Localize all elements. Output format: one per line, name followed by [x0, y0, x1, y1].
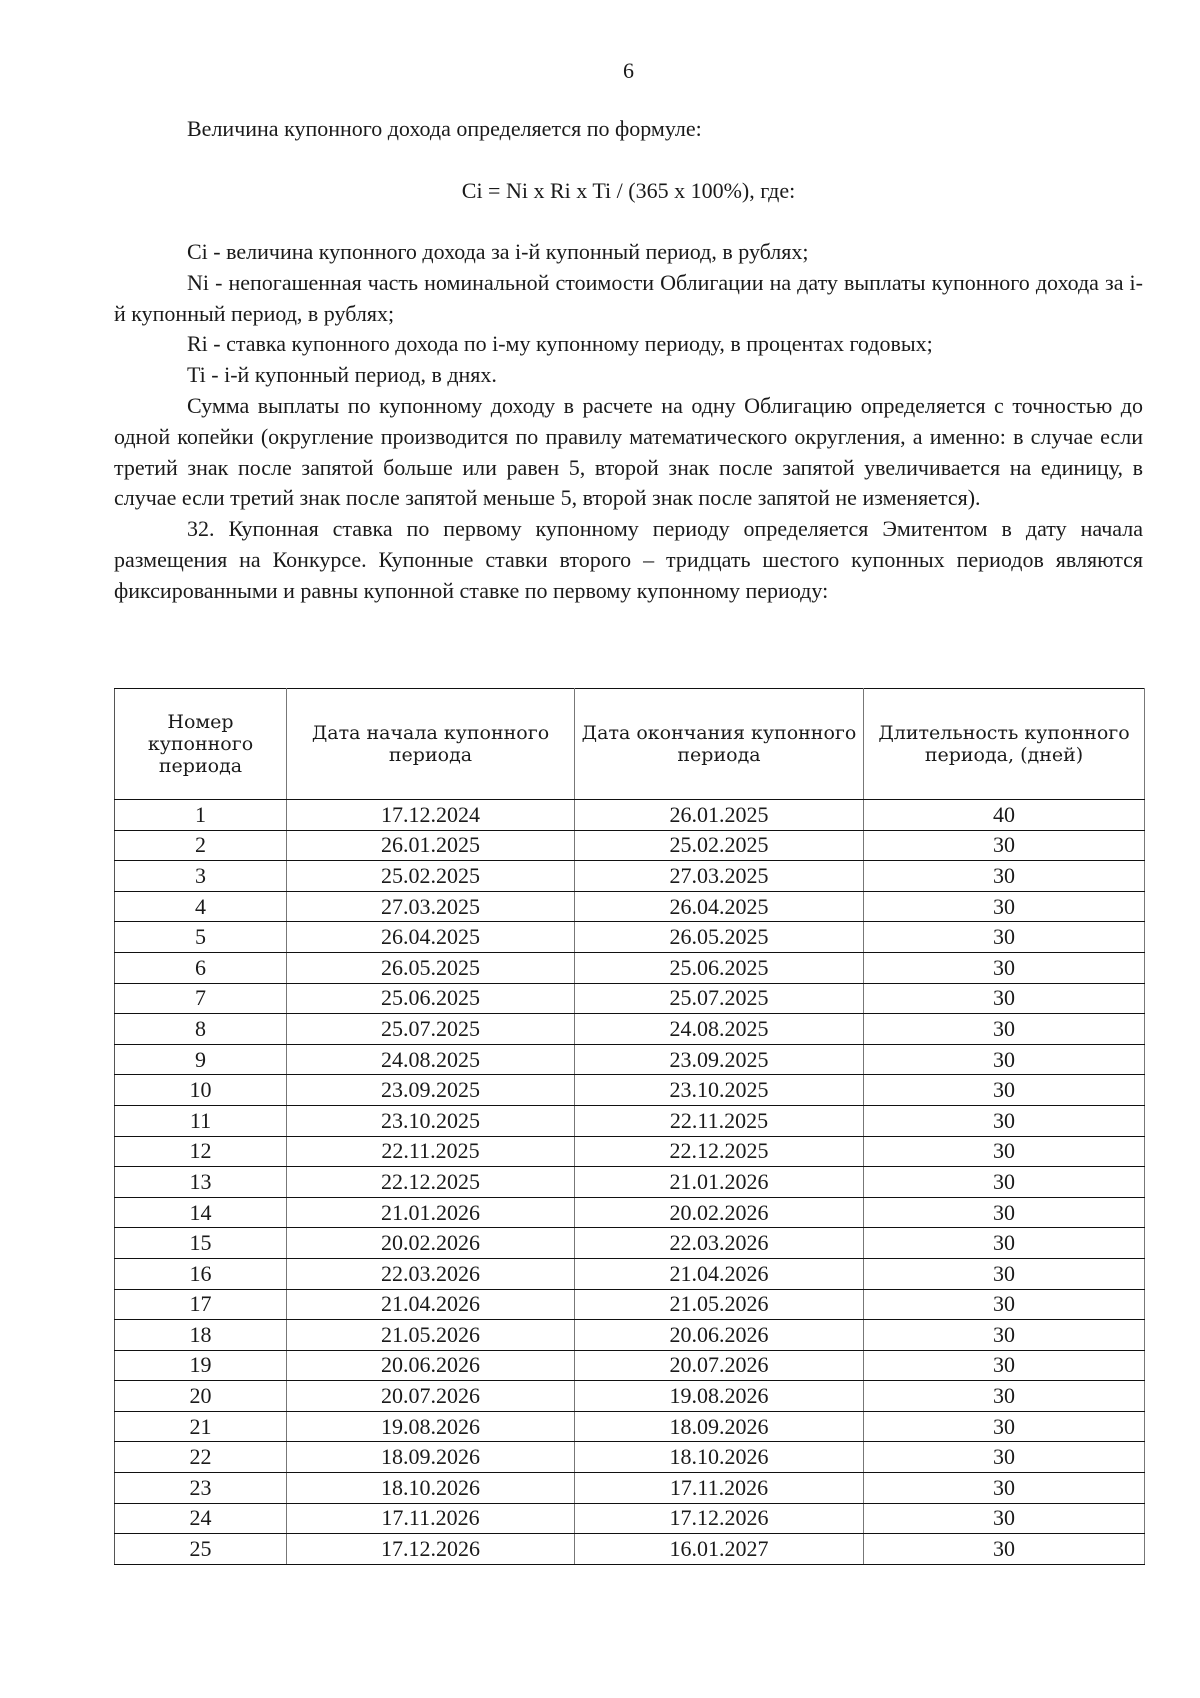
table-row: [115, 952, 1145, 983]
cell-end-date: 17.12.2026: [575, 1503, 864, 1534]
cell-duration: 30: [864, 1167, 1145, 1198]
cell-duration: 30: [864, 1075, 1145, 1106]
intro-paragraph: Величина купонного дохода определяется по формуле:: [187, 116, 702, 141]
cell-duration: 30: [864, 1289, 1145, 1320]
table-row: [115, 1350, 1145, 1381]
table-row: [115, 1534, 1145, 1565]
cell-end-date: 20.06.2026: [575, 1320, 864, 1351]
cell-start-date: 26.05.2025: [287, 952, 575, 983]
definitions-block: [114, 237, 1143, 607]
table-row: [115, 830, 1145, 861]
cell-end-date: 26.04.2025: [575, 891, 864, 922]
cell-end-date: 20.02.2026: [575, 1197, 864, 1228]
cell-start-date: 22.12.2025: [287, 1167, 575, 1198]
table-row: [115, 1014, 1145, 1045]
cell-period-number: 5: [115, 922, 287, 953]
page-number: 6: [623, 58, 634, 83]
cell-start-date: 18.09.2026: [287, 1442, 575, 1473]
cell-duration: 30: [864, 861, 1145, 892]
cell-period-number: 14: [115, 1197, 287, 1228]
definition-ti: Ti - i-й купонный период, в днях.: [187, 362, 497, 388]
cell-duration: 30: [864, 1320, 1145, 1351]
table-row: [115, 983, 1145, 1014]
cell-period-number: 19: [115, 1350, 287, 1381]
cell-period-number: 25: [115, 1534, 287, 1565]
cell-period-number: 10: [115, 1075, 287, 1106]
cell-period-number: 17: [115, 1289, 287, 1320]
cell-duration: 30: [864, 1014, 1145, 1045]
cell-start-date: 21.01.2026: [287, 1197, 575, 1228]
cell-period-number: 1: [115, 800, 287, 831]
cell-period-number: 21: [115, 1411, 287, 1442]
cell-end-date: 26.01.2025: [575, 800, 864, 831]
clause-32-paragraph: 32. Купонная ставка по первому купонному периоду определяется Эмитентом в дату начала размещения на Конкурсе. Купонные ставки второго – тридцать шестого купонных периодов являются фиксированными и равны купонной ставке по первому купонному периоду:: [114, 516, 1143, 603]
cell-duration: 30: [864, 983, 1145, 1014]
cell-start-date: 20.06.2026: [287, 1350, 575, 1381]
cell-end-date: 16.01.2027: [575, 1534, 864, 1565]
cell-end-date: 23.09.2025: [575, 1044, 864, 1075]
cell-period-number: 15: [115, 1228, 287, 1259]
definition-ci: Ci - величина купонного дохода за i-й купонный период, в рублях;: [187, 239, 809, 264]
definition-ri: Ri - ставка купонного дохода по i-му купонному периоду, в процентах годовых;: [187, 331, 933, 357]
cell-start-date: 22.11.2025: [287, 1136, 575, 1167]
table-row: [115, 1258, 1145, 1289]
table-row: [115, 800, 1145, 831]
cell-end-date: 17.11.2026: [575, 1473, 864, 1504]
cell-end-date: 20.07.2026: [575, 1350, 864, 1381]
cell-start-date: 26.01.2025: [287, 830, 575, 861]
coupon-formula: Ci = Ni x Ri x Ti / (365 x 100%), где:: [461, 178, 796, 203]
cell-duration: 30: [864, 1197, 1145, 1228]
cell-period-number: 11: [115, 1105, 287, 1136]
cell-end-date: 21.05.2026: [575, 1289, 864, 1320]
table-row: [115, 1167, 1145, 1198]
cell-duration: 30: [864, 952, 1145, 983]
cell-start-date: 20.07.2026: [287, 1381, 575, 1412]
cell-end-date: 25.07.2025: [575, 983, 864, 1014]
table-row: [115, 891, 1145, 922]
cell-start-date: 18.10.2026: [287, 1473, 575, 1504]
cell-period-number: 13: [115, 1167, 287, 1198]
table-row: [115, 1105, 1145, 1136]
cell-end-date: 22.12.2025: [575, 1136, 864, 1167]
coupon-periods-table: [114, 688, 1145, 1565]
cell-period-number: 16: [115, 1258, 287, 1289]
table-body: [115, 800, 1145, 1565]
header-period-number: Номер купонного периода: [115, 689, 287, 800]
cell-period-number: 3: [115, 861, 287, 892]
cell-start-date: 20.02.2026: [287, 1228, 575, 1259]
cell-start-date: 25.06.2025: [287, 983, 575, 1014]
table-row: [115, 1442, 1145, 1473]
table-row: [115, 1197, 1145, 1228]
cell-duration: 30: [864, 1473, 1145, 1504]
table-row: [115, 1411, 1145, 1442]
cell-period-number: 7: [115, 983, 287, 1014]
definition-ni: Ni - непогашенная часть номинальной стоимости Облигации на дату выплаты купонного дохода за i-й купонный период, в рублях;: [114, 269, 1143, 326]
cell-end-date: 22.11.2025: [575, 1105, 864, 1136]
table-row: [115, 1503, 1145, 1534]
cell-duration: 30: [864, 1350, 1145, 1381]
table-row: [115, 1075, 1145, 1106]
table-row: [115, 861, 1145, 892]
cell-duration: 30: [864, 1258, 1145, 1289]
cell-end-date: 27.03.2025: [575, 861, 864, 892]
cell-start-date: 23.09.2025: [287, 1075, 575, 1106]
cell-duration: 30: [864, 1136, 1145, 1167]
cell-end-date: 21.04.2026: [575, 1258, 864, 1289]
cell-start-date: 25.02.2025: [287, 861, 575, 892]
cell-duration: 30: [864, 1105, 1145, 1136]
table-row: [115, 1228, 1145, 1259]
table-row: [115, 1136, 1145, 1167]
cell-duration: 30: [864, 922, 1145, 953]
cell-start-date: 17.11.2026: [287, 1503, 575, 1534]
cell-end-date: 25.02.2025: [575, 830, 864, 861]
cell-end-date: 24.08.2025: [575, 1014, 864, 1045]
cell-duration: 40: [864, 800, 1145, 831]
cell-period-number: 23: [115, 1473, 287, 1504]
cell-duration: 30: [864, 1534, 1145, 1565]
table-row: [115, 1044, 1145, 1075]
cell-start-date: 26.04.2025: [287, 922, 575, 953]
cell-period-number: 18: [115, 1320, 287, 1351]
cell-end-date: 26.05.2025: [575, 922, 864, 953]
cell-period-number: 22: [115, 1442, 287, 1473]
table-row: [115, 1473, 1145, 1504]
cell-period-number: 12: [115, 1136, 287, 1167]
rounding-paragraph: Сумма выплаты по купонному доходу в расчете на одну Облигацию определяется с точностью до одной копейки (округление производится по правилу математического округления, а именно: в случае если третий знак после запятой больше или равен 5, второй знак после запятой увеличивается на единицу, в случае если третий знак после запятой меньше 5, второй знак после запятой не изменяется).: [114, 392, 1143, 511]
cell-start-date: 22.03.2026: [287, 1258, 575, 1289]
cell-end-date: 21.01.2026: [575, 1167, 864, 1198]
cell-start-date: 17.12.2024: [287, 800, 575, 831]
cell-duration: 30: [864, 1411, 1145, 1442]
cell-end-date: 19.08.2026: [575, 1381, 864, 1412]
cell-period-number: 4: [115, 891, 287, 922]
cell-period-number: 20: [115, 1381, 287, 1412]
table-row: [115, 1320, 1145, 1351]
cell-end-date: 25.06.2025: [575, 952, 864, 983]
cell-period-number: 2: [115, 830, 287, 861]
cell-start-date: 25.07.2025: [287, 1014, 575, 1045]
table-row: [115, 1381, 1145, 1412]
cell-duration: 30: [864, 1228, 1145, 1259]
cell-duration: 30: [864, 830, 1145, 861]
cell-end-date: 22.03.2026: [575, 1228, 864, 1259]
cell-duration: 30: [864, 1442, 1145, 1473]
cell-start-date: 19.08.2026: [287, 1411, 575, 1442]
cell-start-date: 23.10.2025: [287, 1105, 575, 1136]
table-header-row: [115, 689, 1145, 800]
cell-end-date: 18.09.2026: [575, 1411, 864, 1442]
cell-end-date: 23.10.2025: [575, 1075, 864, 1106]
table-row: [115, 1289, 1145, 1320]
cell-duration: 30: [864, 1381, 1145, 1412]
cell-duration: 30: [864, 1503, 1145, 1534]
cell-duration: 30: [864, 891, 1145, 922]
cell-start-date: 27.03.2025: [287, 891, 575, 922]
cell-period-number: 24: [115, 1503, 287, 1534]
cell-period-number: 9: [115, 1044, 287, 1075]
cell-start-date: 24.08.2025: [287, 1044, 575, 1075]
cell-period-number: 6: [115, 952, 287, 983]
header-start-date: Дата начала купонного периода: [287, 689, 575, 800]
header-end-date: Дата окончания купонного периода: [575, 689, 864, 800]
header-duration: Длительность купонного периода, (дней): [864, 689, 1145, 800]
cell-end-date: 18.10.2026: [575, 1442, 864, 1473]
table-row: [115, 922, 1145, 953]
cell-start-date: 21.04.2026: [287, 1289, 575, 1320]
cell-duration: 30: [864, 1044, 1145, 1075]
cell-period-number: 8: [115, 1014, 287, 1045]
cell-start-date: 21.05.2026: [287, 1320, 575, 1351]
cell-start-date: 17.12.2026: [287, 1534, 575, 1565]
